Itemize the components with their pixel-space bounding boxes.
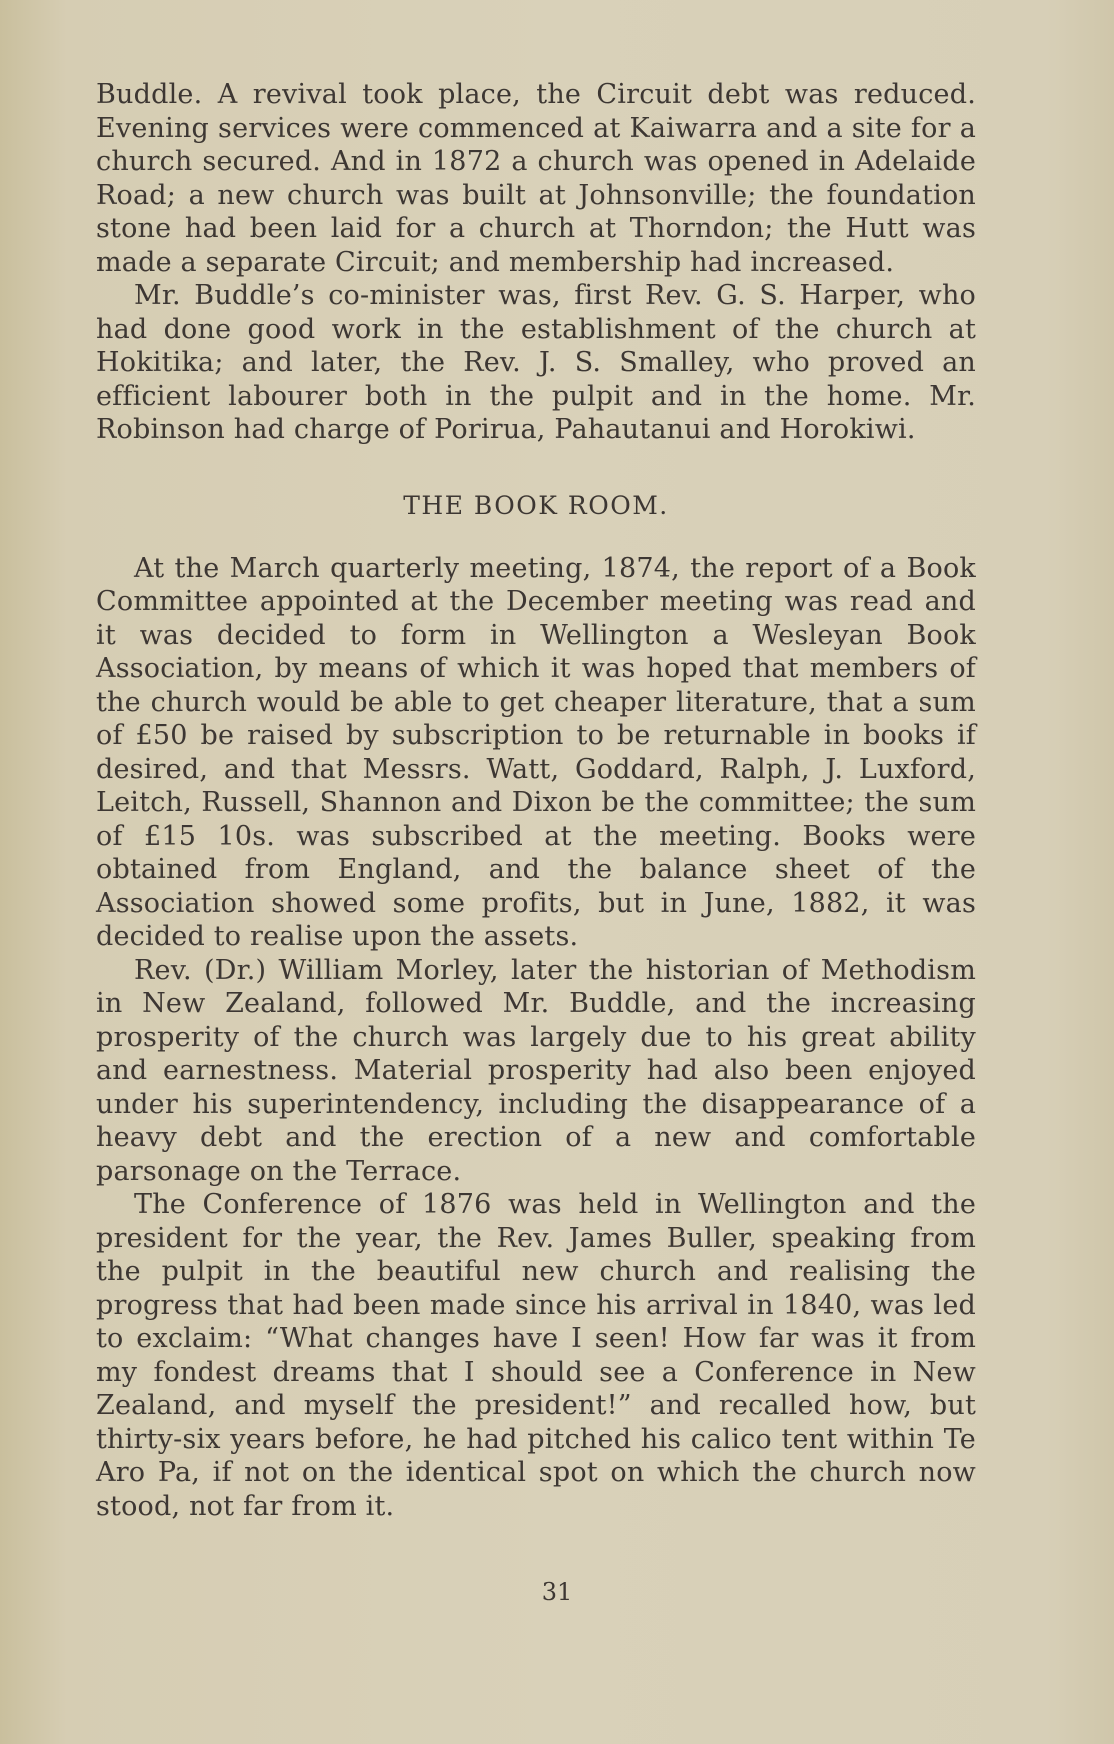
paragraph-morley: Rev. (Dr.) William Morley, later the historian of Methodism in New Zealand, followed Mr. Buddle, and the increasing prosperity of the church was largely due to his great ability and earnestness. Material prosperity had also been enjoyed under his superintendency, including the disappearance of a heavy debt and the erection of a new and comfortable parsonage on the Terrace.	[96, 954, 976, 1187]
document-page	[96, 78, 976, 1523]
paragraph-co-minister: Mr. Buddle’s co-minister was, first Rev. G. S. Harper, who had done good work in the establishment of the church at Hokitika; and later, the Rev. J. S. Smalley, who proved an efficient labourer both in the pulpit and in the home. Mr. Robinson had charge of Porirua, Pahautanui and Horokiwi.	[96, 280, 976, 445]
paragraph-book-committee: At the March quarterly meeting, 1874, the report of a Book Committee appointed at the December meeting was read and it was decided to form in Wellington a Wesleyan Book Association, by means of which it was hoped that members of the church would be able to get cheaper literature, that a sum of £50 be raised by subscription to be returnable in books if desired, and that Messrs. Watt, Goddard, Ralph, J. Luxford, Leitch, Russell, Shannon and Dixon be the committee; the sum of £15 10s. was subscribed at the meeting. Books were obtained from England, and the balance sheet of the Association showed some profits, but in June, 1882, it was decided to realise upon the assets.	[96, 552, 976, 952]
section-heading: THE BOOK ROOM.	[403, 490, 669, 520]
page-number: 31	[541, 1578, 573, 1606]
paragraph-revival: Buddle. A revival took place, the Circuit debt was reduced. Evening services were commenced at Kaiwarra and a site for a church secured. And in 1872 a church was opened in Adelaide Road; a new church was built at Johnsonville; the foundation stone had been laid for a church at Thorndon; the Hutt was made a separate Circuit; and membership had increased.	[96, 79, 976, 278]
paragraph-conference: The Conference of 1876 was held in Wellington and the president for the year, the Rev. James Buller, speaking from the pulpit in the beautiful new church and realising the progress that had been made since his arrival in 1840, was led to exclaim: “What changes have I seen! How far was it from my fondest dreams that I should see a Conference in New Zealand, and myself the president!” and recalled how, but thirty-six years before, he had pitched his calico tent within Te Aro Pa, if not on the identical spot on which the church now stood, not far from it.	[96, 1189, 976, 1522]
